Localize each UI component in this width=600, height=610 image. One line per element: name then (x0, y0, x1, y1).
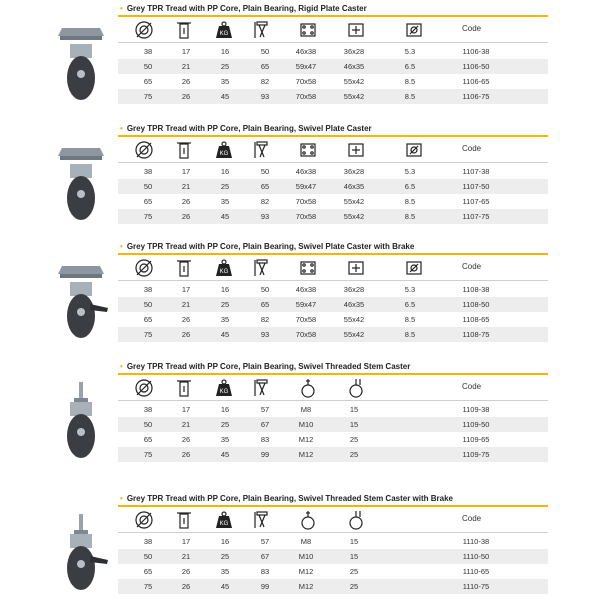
table-cell: 15 (349, 552, 359, 561)
section-title (120, 362, 410, 371)
table-cell: 1108-65 (462, 315, 490, 324)
table-cell: 55x42 (343, 92, 365, 101)
table-cell: M10 (298, 420, 314, 429)
table-row (118, 579, 548, 594)
bullet-icon: • (120, 4, 123, 13)
accent-rule (118, 505, 548, 507)
table-cell: 8.5 (404, 315, 416, 324)
table-cell: 1109-65 (462, 435, 490, 444)
table-row (118, 44, 548, 59)
table-cell: 50 (260, 285, 270, 294)
overall-height-icon (252, 140, 272, 160)
plate-size-icon (298, 140, 318, 160)
spec-table-header (118, 508, 548, 532)
table-row (118, 59, 548, 74)
hole-diameter-icon (404, 20, 424, 40)
table-cell: 57 (260, 537, 270, 546)
spec-table-header (118, 256, 548, 280)
overall-height-icon (252, 378, 272, 398)
table-cell: 25 (220, 300, 230, 309)
svg-text:KG: KG (219, 389, 229, 395)
table-cell: M12 (298, 567, 314, 576)
accent-rule (118, 135, 548, 137)
table-row (118, 194, 548, 209)
caster-spec-section (0, 0, 600, 120)
table-cell: 38 (143, 405, 153, 414)
table-row (118, 164, 548, 179)
section-title-text: Grey TPR Tread with PP Core, Plain Bearing, Swivel Threaded Stem Caster with Brake (126, 494, 453, 503)
caster-spec-section (0, 120, 600, 240)
section-title-text: Grey TPR Tread with PP Core, Plain Bearing, Rigid Plate Caster (126, 4, 367, 13)
table-cell: 17 (181, 167, 191, 176)
table-cell: 1110-65 (462, 567, 490, 576)
section-title (120, 242, 414, 251)
table-cell: 83 (260, 567, 270, 576)
table-cell: 17 (181, 405, 191, 414)
table-cell: 35 (220, 567, 230, 576)
table-cell: 99 (260, 582, 270, 591)
section-title (120, 494, 453, 503)
table-cell: 35 (220, 315, 230, 324)
table-cell: 75 (143, 330, 153, 339)
table-row (118, 549, 548, 564)
header-divider (118, 162, 548, 163)
table-row (118, 209, 548, 224)
table-row (118, 447, 548, 462)
table-cell: 5.3 (404, 47, 416, 56)
table-cell: 65 (143, 315, 153, 324)
table-row (118, 179, 548, 194)
hole-spacing-icon (346, 20, 366, 40)
table-cell: 67 (260, 552, 270, 561)
load-capacity-icon (214, 258, 234, 278)
table-cell: 1106-65 (462, 77, 490, 86)
table-cell: 45 (220, 212, 230, 221)
caster-spec-section (0, 490, 600, 610)
accent-rule (118, 253, 548, 255)
table-cell: 75 (143, 92, 153, 101)
table-cell: 46x35 (343, 182, 365, 191)
table-cell: 50 (143, 420, 153, 429)
stem-length-icon (346, 378, 366, 398)
load-capacity-icon (214, 510, 234, 530)
table-cell: 45 (220, 582, 230, 591)
table-cell: 1106-38 (462, 47, 490, 56)
header-divider (118, 280, 548, 281)
hole-diameter-icon (404, 258, 424, 278)
table-cell: 1110-75 (462, 582, 490, 591)
svg-text:KG: KG (219, 269, 229, 275)
caster-image (50, 382, 112, 462)
table-cell: 93 (260, 212, 270, 221)
table-cell: M12 (298, 450, 314, 459)
table-cell: 35 (220, 435, 230, 444)
section-title-text: Grey TPR Tread with PP Core, Plain Bearing, Swivel Plate Caster with Brake (126, 242, 415, 251)
table-cell: 35 (220, 197, 230, 206)
table-cell: 65 (260, 62, 270, 71)
table-cell: 1109-38 (462, 405, 490, 414)
table-cell: 35 (220, 77, 230, 86)
overall-height-icon (252, 510, 272, 530)
svg-text:KG: KG (219, 151, 229, 157)
table-cell: 1107-50 (462, 182, 490, 191)
overall-height-icon (252, 20, 272, 40)
header-divider (118, 400, 548, 401)
svg-text:KG: KG (219, 31, 229, 37)
spec-table-header (118, 138, 548, 162)
caster-image (50, 514, 112, 594)
table-cell: 55x42 (343, 330, 365, 339)
table-cell: 26 (181, 77, 191, 86)
tread-width-icon (174, 140, 194, 160)
hole-spacing-icon (346, 258, 366, 278)
table-cell: 57 (260, 405, 270, 414)
table-cell: 50 (143, 552, 153, 561)
plate-size-icon (298, 20, 318, 40)
caster-image (50, 262, 112, 342)
table-cell: 21 (181, 420, 191, 429)
table-cell: 1107-75 (462, 212, 490, 221)
table-cell: 16 (220, 167, 230, 176)
table-cell: 65 (260, 182, 270, 191)
caster-image (50, 24, 112, 104)
table-cell: 38 (143, 167, 153, 176)
table-cell: 6.5 (404, 182, 416, 191)
table-cell: 26 (181, 315, 191, 324)
table-cell: 26 (181, 197, 191, 206)
table-cell: 26 (181, 330, 191, 339)
table-cell: 26 (181, 92, 191, 101)
table-cell: 25 (220, 182, 230, 191)
thread-size-icon (298, 510, 318, 530)
table-cell: 5.3 (404, 167, 416, 176)
table-row (118, 534, 548, 549)
bullet-icon: • (120, 362, 123, 371)
table-cell: 1106-75 (462, 92, 490, 101)
overall-height-icon (252, 258, 272, 278)
table-cell: 65 (143, 77, 153, 86)
table-cell: 15 (349, 405, 359, 414)
table-cell: 16 (220, 405, 230, 414)
table-cell: 17 (181, 285, 191, 294)
table-cell: 17 (181, 47, 191, 56)
table-cell: 55x42 (343, 212, 365, 221)
table-cell: 26 (181, 567, 191, 576)
table-cell: 70x58 (295, 77, 317, 86)
table-cell: 50 (143, 182, 153, 191)
table-cell: 21 (181, 552, 191, 561)
table-cell: 75 (143, 582, 153, 591)
code-header: Code (462, 262, 482, 271)
table-cell: 16 (220, 285, 230, 294)
table-cell: 46x38 (295, 285, 317, 294)
table-cell: 6.5 (404, 62, 416, 71)
table-cell: 38 (143, 537, 153, 546)
table-cell: M12 (298, 582, 314, 591)
thread-size-icon (298, 378, 318, 398)
table-cell: 59x47 (295, 182, 317, 191)
table-cell: 45 (220, 330, 230, 339)
table-cell: 25 (220, 420, 230, 429)
table-cell: 8.5 (404, 197, 416, 206)
table-cell: 75 (143, 450, 153, 459)
table-cell: 25 (349, 567, 359, 576)
table-cell: 6.5 (404, 300, 416, 309)
table-cell: 36x28 (343, 285, 365, 294)
table-cell: 1110-38 (462, 537, 490, 546)
tread-width-icon (174, 510, 194, 530)
table-cell: 46x38 (295, 47, 317, 56)
table-cell: 1107-38 (462, 167, 490, 176)
table-cell: 1109-75 (462, 450, 490, 459)
table-row (118, 564, 548, 579)
hole-spacing-icon (346, 140, 366, 160)
table-cell: 55x42 (343, 77, 365, 86)
table-cell: 82 (260, 197, 270, 206)
table-cell: 45 (220, 450, 230, 459)
code-header: Code (462, 514, 482, 523)
accent-rule (118, 15, 548, 17)
hole-diameter-icon (404, 140, 424, 160)
spec-table-header (118, 376, 548, 400)
bullet-icon: • (120, 494, 123, 503)
caster-spec-section (0, 358, 600, 478)
spec-table-header (118, 18, 548, 42)
table-cell: 26 (181, 450, 191, 459)
header-divider (118, 42, 548, 43)
table-cell: 65 (143, 435, 153, 444)
table-cell: 25 (220, 552, 230, 561)
table-cell: 15 (349, 420, 359, 429)
table-cell: 38 (143, 285, 153, 294)
table-cell: 50 (143, 300, 153, 309)
table-cell: M8 (300, 405, 312, 414)
table-row (118, 327, 548, 342)
table-cell: 70x58 (295, 212, 317, 221)
stem-length-icon (346, 510, 366, 530)
table-cell: 8.5 (404, 212, 416, 221)
table-cell: M8 (300, 537, 312, 546)
load-capacity-icon (214, 20, 234, 40)
table-cell: 70x58 (295, 92, 317, 101)
table-cell: 55x42 (343, 315, 365, 324)
table-cell: 21 (181, 300, 191, 309)
table-cell: 26 (181, 435, 191, 444)
table-cell: 82 (260, 315, 270, 324)
wheel-diameter-icon (134, 258, 154, 278)
header-divider (118, 532, 548, 533)
table-cell: 1108-38 (462, 285, 490, 294)
table-cell: 50 (143, 62, 153, 71)
load-capacity-icon (214, 140, 234, 160)
table-cell: 8.5 (404, 330, 416, 339)
table-cell: 55x42 (343, 197, 365, 206)
bullet-icon: • (120, 242, 123, 251)
table-cell: 50 (260, 47, 270, 56)
table-cell: 67 (260, 420, 270, 429)
table-cell: 26 (181, 582, 191, 591)
table-cell: 93 (260, 330, 270, 339)
table-cell: 83 (260, 435, 270, 444)
load-capacity-icon (214, 378, 234, 398)
table-cell: 15 (349, 537, 359, 546)
table-cell: 25 (349, 450, 359, 459)
table-cell: M10 (298, 552, 314, 561)
table-row (118, 282, 548, 297)
table-cell: 59x47 (295, 300, 317, 309)
wheel-diameter-icon (134, 510, 154, 530)
table-cell: 21 (181, 62, 191, 71)
table-cell: 1107-65 (462, 197, 490, 206)
table-cell: 25 (349, 582, 359, 591)
table-cell: 16 (220, 47, 230, 56)
table-cell: 65 (143, 567, 153, 576)
plate-size-icon (298, 258, 318, 278)
table-cell: 38 (143, 47, 153, 56)
table-cell: 36x28 (343, 167, 365, 176)
table-cell: 26 (181, 212, 191, 221)
table-row (118, 89, 548, 104)
wheel-diameter-icon (134, 20, 154, 40)
table-cell: 70x58 (295, 197, 317, 206)
table-row (118, 402, 548, 417)
table-cell: 5.3 (404, 285, 416, 294)
table-cell: 8.5 (404, 77, 416, 86)
section-title (120, 124, 372, 133)
table-cell: 17 (181, 537, 191, 546)
table-row (118, 312, 548, 327)
accent-rule (118, 373, 548, 375)
table-row (118, 417, 548, 432)
caster-image (50, 144, 112, 224)
table-cell: 46x35 (343, 62, 365, 71)
section-title-text: Grey TPR Tread with PP Core, Plain Bearing, Swivel Threaded Stem Caster (126, 362, 411, 371)
tread-width-icon (174, 20, 194, 40)
table-cell: 93 (260, 92, 270, 101)
code-header: Code (462, 24, 482, 33)
table-cell: 46x38 (295, 167, 317, 176)
section-title-text: Grey TPR Tread with PP Core, Plain Bearing, Swivel Plate Caster (126, 124, 372, 133)
table-cell: 82 (260, 77, 270, 86)
table-cell: 70x58 (295, 315, 317, 324)
table-cell: 70x58 (295, 330, 317, 339)
table-cell: 25 (220, 62, 230, 71)
table-cell: 21 (181, 182, 191, 191)
table-row (118, 432, 548, 447)
code-header: Code (462, 144, 482, 153)
table-cell: 45 (220, 92, 230, 101)
table-cell: 16 (220, 537, 230, 546)
section-title (120, 4, 367, 13)
table-cell: 46x35 (343, 300, 365, 309)
table-cell: 65 (143, 197, 153, 206)
table-cell: 1106-50 (462, 62, 490, 71)
table-cell: 1108-75 (462, 330, 490, 339)
table-cell: 99 (260, 450, 270, 459)
code-header: Code (462, 382, 482, 391)
table-cell: 75 (143, 212, 153, 221)
table-cell: 65 (260, 300, 270, 309)
table-cell: 8.5 (404, 92, 416, 101)
table-row (118, 74, 548, 89)
table-cell: 1108-50 (462, 300, 490, 309)
wheel-diameter-icon (134, 140, 154, 160)
table-cell: 36x28 (343, 47, 365, 56)
svg-text:KG: KG (219, 521, 229, 527)
table-cell: 25 (349, 435, 359, 444)
tread-width-icon (174, 258, 194, 278)
table-cell: 50 (260, 167, 270, 176)
tread-width-icon (174, 378, 194, 398)
wheel-diameter-icon (134, 378, 154, 398)
caster-spec-section (0, 238, 600, 358)
bullet-icon: • (120, 124, 123, 133)
table-cell: 1109-50 (462, 420, 490, 429)
table-cell: 59x47 (295, 62, 317, 71)
table-cell: M12 (298, 435, 314, 444)
table-row (118, 297, 548, 312)
table-cell: 1110-50 (462, 552, 490, 561)
